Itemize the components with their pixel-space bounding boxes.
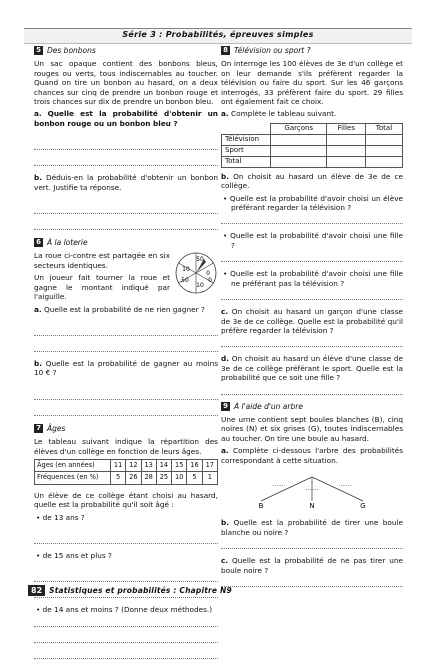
exercise-text: La roue ci-contre est partagée en six secteurs identiques.	[34, 251, 170, 270]
question-label: a.	[34, 304, 42, 314]
probability-tree	[221, 472, 403, 512]
exercise-9-heading	[221, 402, 403, 411]
exercise-text: Un joueur fait tourner la roue et gagne le montant indiqué par l'aiguille.	[34, 273, 170, 302]
exercise-title: Des bonbons	[47, 46, 96, 55]
exercise-6-heading	[34, 238, 218, 247]
wheel-sector-value: 50	[196, 256, 204, 264]
answer-line[interactable]	[34, 535, 218, 544]
row-label: Fréquences (en %)	[35, 472, 111, 484]
exercise-8-heading	[221, 46, 403, 55]
tree-branch	[261, 477, 312, 501]
answer-line[interactable]	[34, 650, 218, 659]
column-header: Total	[365, 123, 402, 134]
exercise-title: À l'aide d'un arbre	[234, 401, 303, 411]
exercise-number: 7	[34, 424, 43, 433]
question-label: c.	[221, 307, 229, 317]
question-label: b.	[221, 171, 229, 181]
answer-line[interactable]	[221, 386, 403, 395]
answer-line[interactable]	[221, 291, 403, 300]
row-label: Âges (en années)	[35, 459, 111, 471]
wheel-sector-value: 0	[208, 277, 212, 285]
exercise-title: Âges	[47, 423, 66, 433]
answer-line[interactable]	[221, 540, 403, 549]
question-label: a.	[221, 109, 229, 119]
tv-sport-table	[221, 123, 403, 168]
exercise-5-heading	[34, 46, 218, 55]
answer-line[interactable]	[34, 634, 218, 643]
table-cell: 12	[126, 459, 141, 471]
table-cell: 25	[156, 472, 171, 484]
branch-probability-blank: .......	[272, 481, 286, 488]
tree-leaf: G	[360, 501, 366, 510]
wheel-sector-value: 10	[196, 282, 204, 290]
question-text: Quelle est la probabilité de ne pas tirer une boule noire ?	[221, 556, 403, 575]
bullet-question: • de 14 ans et moins ? (Donne deux méthodes.)	[36, 605, 213, 615]
row-label: Télévision	[222, 134, 271, 145]
question-text: Quelle est la probabilité de tirer une boule blanche ou noire ?	[221, 518, 403, 537]
wheel-sector-value: 50	[181, 277, 189, 285]
table-cell: 16	[187, 459, 202, 471]
answer-line[interactable]	[34, 573, 218, 582]
tree-leaf: N	[309, 501, 315, 510]
exercise-7-heading	[34, 424, 218, 433]
question-text: On choisit au hasard un élève d'une classe de 3e de ce collège préférant le sport. Quelle est la probabilité que ce soit une fille ?	[221, 354, 403, 383]
answer-line[interactable]	[34, 157, 218, 166]
question-label: a.	[34, 109, 42, 119]
answer-line[interactable]	[34, 141, 218, 150]
table-input-cell[interactable]	[271, 134, 327, 145]
answer-line[interactable]	[221, 253, 403, 262]
answer-line[interactable]	[34, 391, 218, 400]
table-cell: 5	[110, 472, 125, 484]
question-label: d.	[221, 354, 229, 364]
exercise-text: Le tableau suivant indique la répartition des élèves d'un collège en fonction de leurs âges.	[34, 437, 218, 456]
exercise-text: Un sac opaque contient des bonbons bleus, rouges ou verts, tous indiscernables au toucher. Quand on tire un bonbon au hasard, on a deux chances sur cinq de prendre un bonbon rouge et trois chances sur dix de prendre un bonbon bleu.	[34, 59, 218, 107]
exercise-title: À la loterie	[47, 238, 88, 248]
question-text: Complète le tableau suivant.	[231, 109, 337, 119]
column-header: Filles	[327, 123, 366, 134]
row-label: Sport	[222, 145, 271, 156]
table-cell: 14	[156, 459, 171, 471]
exercise-number: 6	[34, 238, 43, 247]
answer-line[interactable]	[34, 221, 218, 230]
table-cell: 13	[141, 459, 156, 471]
question-label: c.	[221, 556, 229, 566]
answer-line[interactable]	[34, 407, 218, 416]
answer-line[interactable]	[34, 343, 218, 352]
ages-table	[34, 459, 218, 485]
answer-line[interactable]	[34, 205, 218, 214]
table-cell: 11	[110, 459, 125, 471]
exercise-text: On interroge les 100 élèves de 3e d'un collège et on leur demande s'ils préfèrent regarder la télévision ou faire du sport. Sur les 46 garçons interrogés, 33 préfèrent faire du sport. 29 filles ont également fait ce choix.	[221, 59, 403, 107]
wheel-sector-value: 10	[182, 266, 190, 274]
answer-line[interactable]	[221, 578, 403, 587]
question-text: On choisit au hasard un élève de 3e de ce collège.	[221, 171, 403, 191]
chapter-title: Statistiques et probabilités : Chapitre N9	[49, 586, 232, 595]
series-title: Série 3 : Probabilités, épreuves simples	[122, 30, 314, 39]
exercise-number: 9	[221, 402, 230, 411]
answer-line[interactable]	[221, 338, 403, 347]
question-label: b.	[221, 518, 229, 528]
exercise-title: Télévision ou sport ?	[234, 46, 311, 55]
question-text: Quelle est la probabilité de ne rien gagner ?	[44, 304, 205, 314]
table-cell: 26	[126, 472, 141, 484]
right-column	[221, 46, 403, 594]
table-cell: 1	[202, 472, 217, 484]
question-text: Complète ci-dessous l'arbre des probabilités correspondant à cette situation.	[221, 446, 403, 465]
left-column	[34, 46, 218, 666]
question-text: Déduis-en la probabilité d'obtenir un bonbon vert. Justifie ta réponse.	[34, 173, 218, 192]
bullet-question: • de 15 ans et plus ?	[36, 550, 112, 560]
question-label: b.	[34, 358, 42, 368]
page-footer	[28, 585, 232, 596]
bullet-question: • Quelle est la probabilité d'avoir choisi une fille ?	[223, 231, 403, 250]
column-header: Garçons	[271, 123, 327, 134]
table-input-cell[interactable]	[327, 145, 366, 156]
exercise-text: Une urne contient sept boules blanches (B), cinq noires (N) et six grises (G), toutes indiscernables au toucher. On tire une boule au hasard.	[221, 414, 403, 443]
answer-line[interactable]	[34, 618, 218, 627]
table-cell: 5	[187, 472, 202, 484]
branch-probability-blank: .......	[305, 485, 319, 492]
question-text: Quelle est la probabilité de gagner au moins 10 € ?	[34, 358, 218, 378]
table-input-cell[interactable]	[327, 134, 366, 145]
table-cell: 10	[172, 472, 187, 484]
tree-branch	[312, 477, 363, 501]
answer-line[interactable]	[34, 327, 218, 336]
page-number: 82	[28, 585, 45, 596]
table-cell: 15	[172, 459, 187, 471]
exercise-number: 8	[221, 46, 230, 55]
table-cell: 28	[141, 472, 156, 484]
exercise-text: Un élève de ce collège étant choisi au hasard, quelle est la probabilité qu'il soit âgé :	[34, 490, 218, 510]
bullet-question: • de 13 ans ?	[36, 512, 85, 522]
lottery-wheel	[174, 251, 218, 295]
table-input-cell[interactable]	[365, 145, 402, 156]
bullet-question: • Quelle est la probabilité d'avoir choisi un élève préférant regarder la télévision ?	[223, 193, 403, 213]
header-bar	[24, 28, 412, 44]
row-label: Total	[222, 156, 271, 167]
tree-leaf: B	[258, 501, 264, 510]
question-label: a.	[221, 446, 229, 456]
table-input-cell[interactable]	[271, 145, 327, 156]
wheel-sector-value: 0	[206, 270, 210, 278]
table-cell: 17	[202, 459, 217, 471]
table-input-cell[interactable]	[327, 156, 366, 167]
answer-line[interactable]	[221, 215, 403, 224]
table-input-cell[interactable]	[365, 134, 402, 145]
question-label: b.	[34, 173, 42, 183]
branch-probability-blank: .......	[338, 481, 352, 488]
table-input-cell[interactable]	[271, 156, 327, 167]
question-text: Quelle est la probabilité d'obtenir un bonbon rouge ou un bonbon bleu ?	[34, 109, 218, 128]
table-input-cell[interactable]	[365, 156, 402, 167]
question-text: On choisit au hasard un garçon d'une classe de 3e de ce collège. Quelle est la probabilité qu'il préfère regarder la télévision ?	[221, 307, 403, 335]
bullet-question: • Quelle est la probabilité d'avoir choisi une fille ne préférant pas la télévision ?	[223, 269, 403, 288]
exercise-number: 5	[34, 46, 43, 55]
